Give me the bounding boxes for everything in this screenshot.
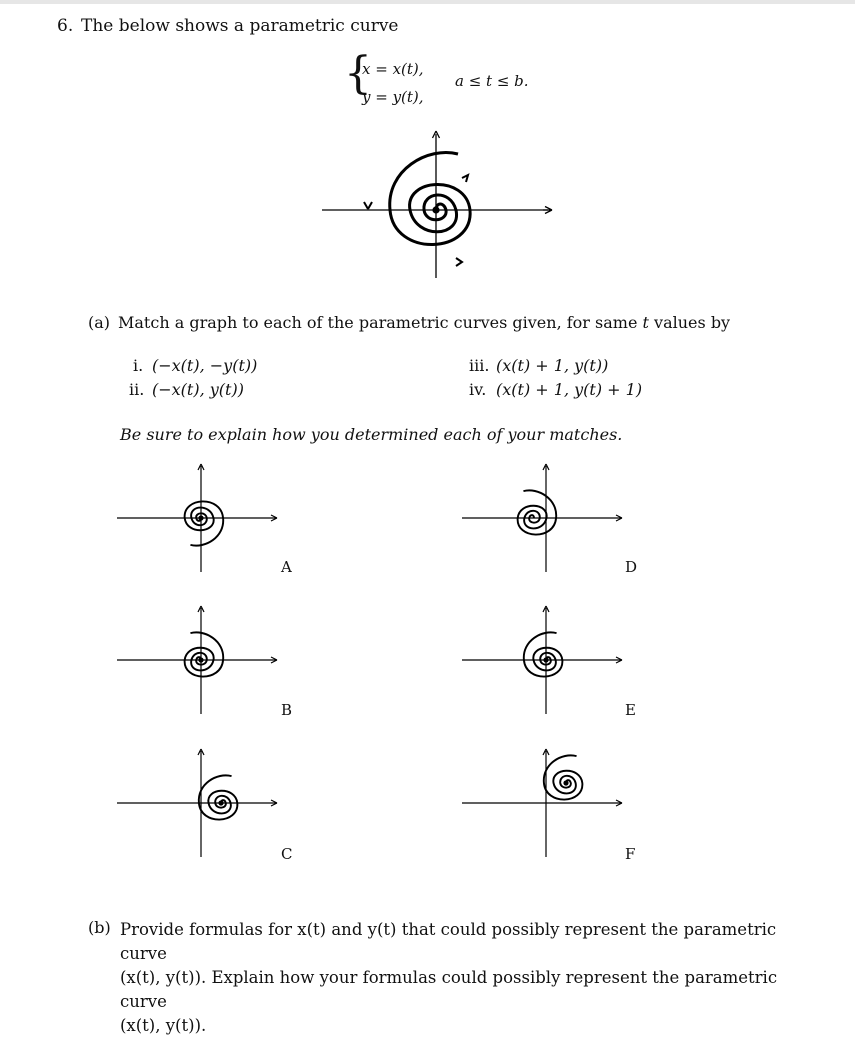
page-top-edge <box>0 0 855 4</box>
part-b-text <box>120 918 800 1038</box>
item-ii-num: ii. <box>129 380 145 399</box>
part-a-text-end: values by <box>654 313 731 332</box>
part-a-label: (a) <box>88 313 111 332</box>
graph-f-dot <box>563 780 568 785</box>
part-b-line3: (x(t), y(t)). <box>120 1016 207 1035</box>
graph-a-dot <box>198 515 203 520</box>
part-b-line1: Provide formulas for x(t) and y(t) that could possibly represent the parametric curve <box>120 920 777 963</box>
item-iv-expr: (x(t) + 1, y(t) + 1) <box>496 380 643 399</box>
main-curve-graph <box>310 130 560 280</box>
item-i-expr: (−x(t), −y(t)) <box>152 356 258 375</box>
system-range: a ≤ t ≤ b. <box>455 72 529 90</box>
main-arrow-lower <box>456 258 462 266</box>
item-iv-num: iv. <box>469 380 487 399</box>
graph-e <box>460 602 635 717</box>
graph-f-axes <box>462 749 622 857</box>
graph-e-spiral <box>524 632 563 676</box>
graph-b-label: B <box>281 701 293 719</box>
item-iii-expr: (x(t) + 1, y(t)) <box>496 356 609 375</box>
graph-c-dot <box>218 800 223 805</box>
main-spiral <box>390 152 470 244</box>
graph-b-dot <box>198 657 203 662</box>
graph-b-spiral <box>185 632 224 676</box>
part-a-text <box>118 313 730 332</box>
graph-d-spiral <box>518 490 557 534</box>
problem-intro: The below shows a parametric curve <box>81 16 399 36</box>
part-b-label: (b) <box>88 918 111 937</box>
graph-c <box>115 745 290 860</box>
item-iii-num: iii. <box>469 356 490 375</box>
system-line-x: x = x(t), <box>362 60 424 78</box>
system-brace: { <box>344 48 372 99</box>
graph-e-dot <box>543 657 548 662</box>
graph-a-spiral <box>185 501 224 545</box>
main-axes <box>322 134 548 278</box>
graph-a-label: A <box>281 558 292 576</box>
main-arrow-left <box>364 202 372 209</box>
graph-f-spiral <box>544 755 583 799</box>
item-ii-expr: (−x(t), y(t)) <box>152 380 244 399</box>
part-a-t-var: t <box>642 313 649 332</box>
graph-d-label: D <box>625 558 638 576</box>
graph-d-axes <box>462 464 622 572</box>
graph-b <box>115 602 293 719</box>
explain-instruction: Be sure to explain how you determined each of your matches. <box>120 425 623 444</box>
main-arrow-upper <box>462 175 468 182</box>
item-i-num: i. <box>133 356 144 375</box>
part-a-text-main: Match a graph to each of the parametric curves given, for same <box>118 313 638 332</box>
main-x-arrow <box>543 207 552 214</box>
graph-e-axes <box>462 606 622 714</box>
graph-f-label: F <box>625 845 636 863</box>
graph-e-label: E <box>625 701 636 719</box>
graph-f <box>460 745 635 860</box>
graph-a <box>115 460 290 575</box>
graph-c-axes <box>117 749 277 857</box>
problem-number: 6. <box>57 16 74 36</box>
system-line-y: y = y(t), <box>362 88 424 106</box>
graph-c-label: C <box>281 845 293 863</box>
part-b-line2: (x(t), y(t)). Explain how your formulas could possibly represent the parametric curve <box>120 968 778 1011</box>
main-start-dot <box>432 206 439 213</box>
graph-c-spiral <box>199 775 238 819</box>
graph-d <box>460 460 638 576</box>
